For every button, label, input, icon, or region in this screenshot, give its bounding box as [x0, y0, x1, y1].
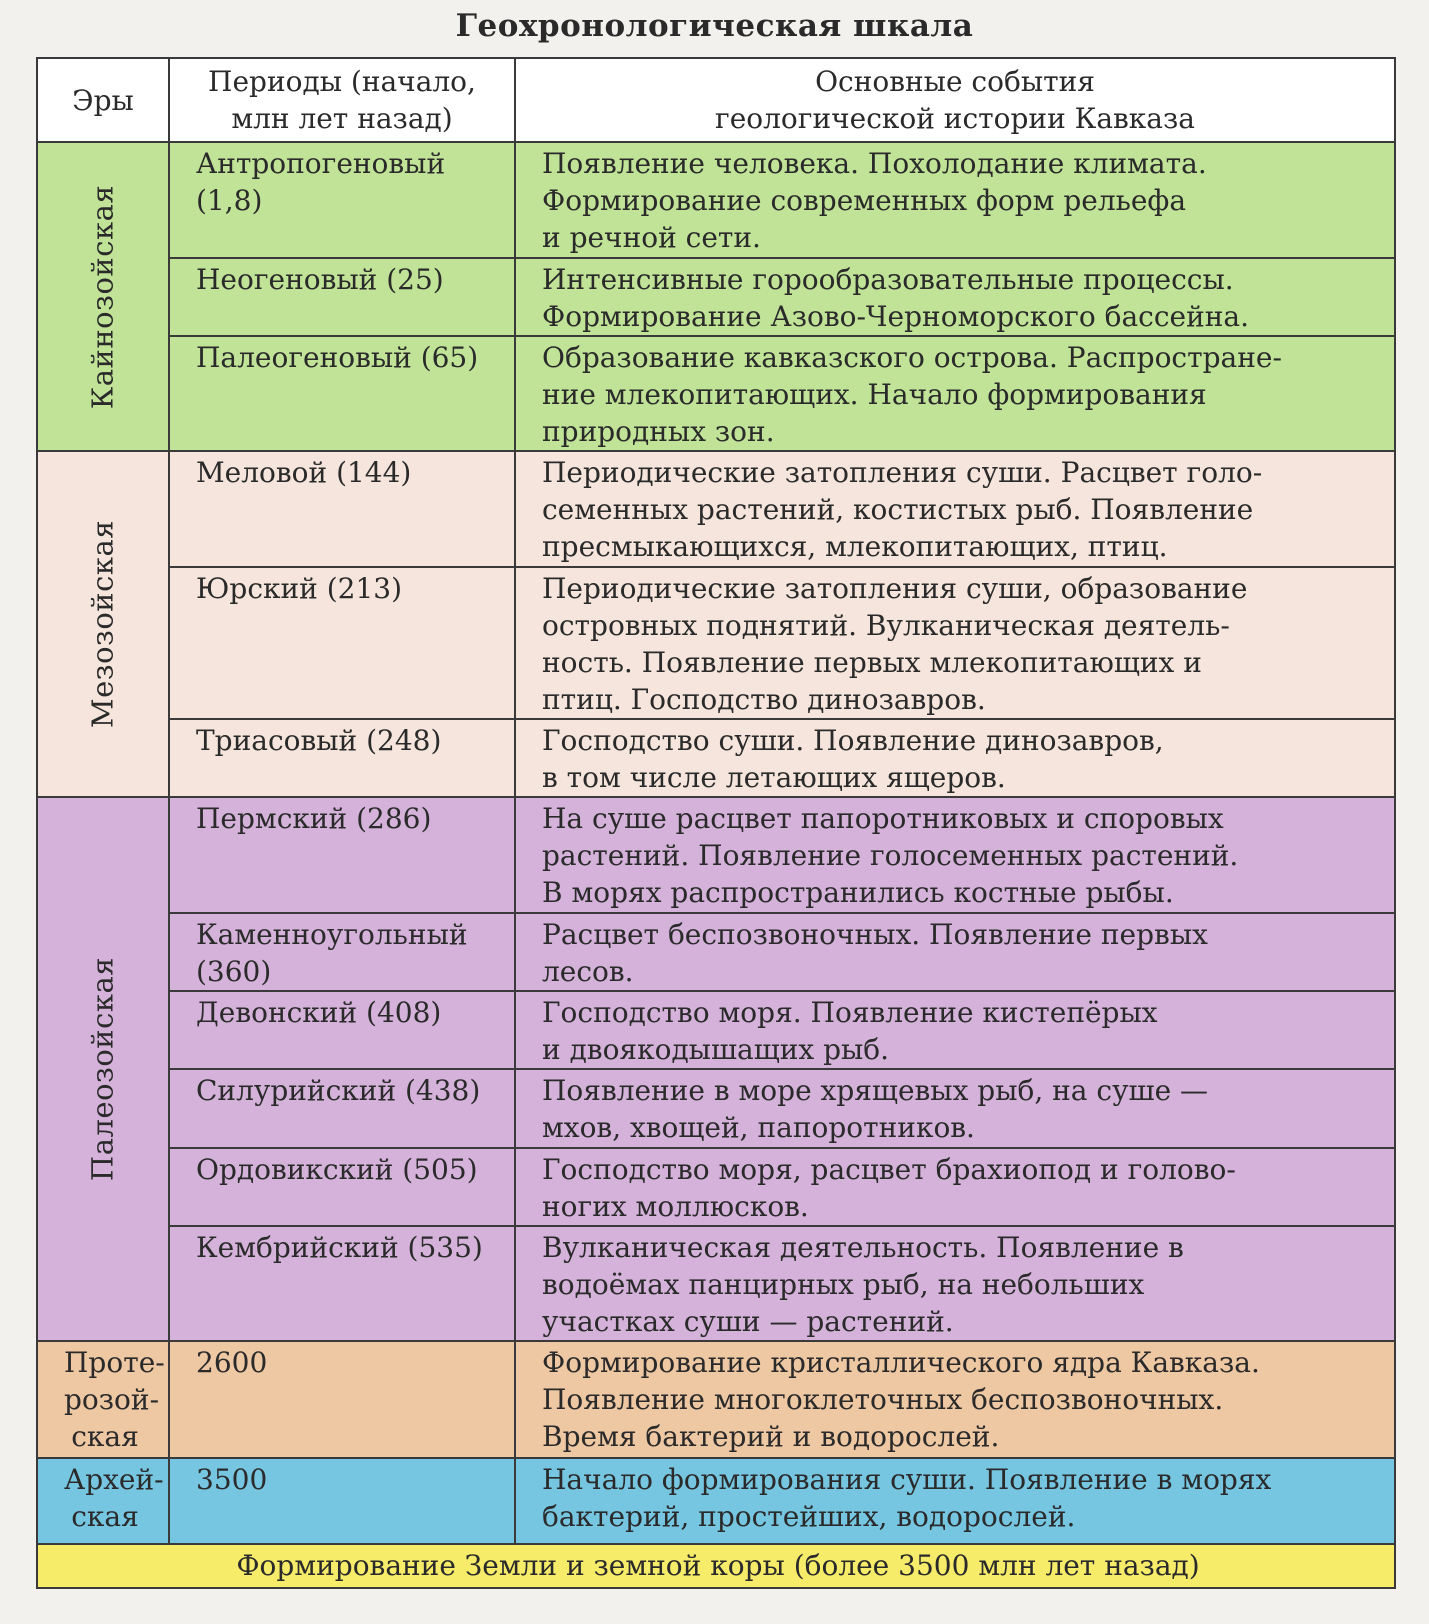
events-line: Появление многоклеточных беспозвоночных. [542, 1383, 1224, 1417]
header-events-line: геологической истории Кавказа [715, 102, 1195, 136]
events-cell [515, 1341, 1395, 1457]
events-line: птиц. Господство динозавров. [542, 682, 986, 716]
events-line: лесов. [542, 954, 634, 988]
events-line: и речной сети. [542, 221, 761, 255]
events-line: Господство моря. Появление кистепёрых [542, 996, 1158, 1029]
events-line: На суше расцвет папоротниковых и споровых [542, 802, 1224, 836]
events-line: Появление в море хрящевых рыб, на суше — [542, 1074, 1209, 1108]
period-name: Каменноугольный [196, 917, 468, 951]
era-cenozoic [37, 142, 169, 451]
events-cell [515, 913, 1395, 991]
table-row [37, 1341, 1395, 1457]
events-line: Формирование кристаллического ядра Кавказа. [542, 1346, 1260, 1380]
period-cell [169, 1458, 515, 1544]
table-row [37, 1148, 1395, 1226]
events-line: В морях распространились костные рыбы. [542, 876, 1174, 910]
header-events [515, 58, 1395, 142]
era-proterozoic [37, 1341, 169, 1457]
events-line: ногих моллюсков. [542, 1189, 809, 1223]
period-cell [169, 336, 515, 451]
period-cell [169, 1341, 515, 1457]
events-cell [515, 142, 1395, 257]
events-line: водоёмах панцирных рыб, на небольших [542, 1267, 1145, 1301]
era-name: розой- [64, 1383, 160, 1417]
period-name: Ордовикский (505) [196, 1152, 478, 1186]
period-name: (360) [196, 954, 272, 988]
events-line: Расцвет беспозвоночных. Появление первых [542, 917, 1208, 951]
table-row [37, 1226, 1395, 1341]
events-line: Господство моря, расцвет брахиопод и голово- [542, 1152, 1236, 1186]
events-line: ность. Появление первых млекопитающих и [542, 645, 1202, 679]
events-line: растений. Появление голосеменных растений. [542, 839, 1239, 873]
events-line: ние млекопитающих. Начало формирования [542, 377, 1207, 411]
period-name: Меловой (144) [196, 456, 412, 490]
table-row [37, 258, 1395, 336]
events-cell [515, 719, 1395, 797]
period-name: 3500 [196, 1462, 268, 1496]
events-line: Формирование современных форм рельефа [542, 184, 1187, 218]
header-row [37, 58, 1395, 142]
events-line: в том числе летающих ящеров. [542, 761, 1006, 795]
table-row [37, 797, 1395, 912]
period-cell [169, 797, 515, 912]
table-row [37, 336, 1395, 451]
table-row [37, 1458, 1395, 1544]
period-name: (1,8) [196, 184, 263, 218]
period-cell [169, 913, 515, 991]
era-name: Мезозойская [85, 520, 120, 729]
events-cell [515, 1069, 1395, 1147]
geochronological-table [36, 57, 1396, 1589]
events-line: мхов, хвощей, папоротников. [542, 1111, 975, 1145]
events-line: бактерий, простейших, водорослей. [542, 1499, 1076, 1533]
header-period-line: млн лет назад) [231, 102, 453, 136]
era-name: ская [71, 1499, 139, 1533]
era-name: Палеозойская [85, 957, 120, 1182]
period-name: Девонский (408) [196, 996, 442, 1029]
table-row [37, 567, 1395, 719]
events-cell [515, 1226, 1395, 1341]
events-line: Господство суши. Появление динозавров, [542, 724, 1164, 758]
page-title: Геохронологическая шкала [455, 8, 974, 44]
period-cell [169, 1069, 515, 1147]
events-line: Время бактерий и водорослей. [542, 1420, 1000, 1454]
era-name: Кайнозойская [85, 184, 120, 409]
events-cell [515, 567, 1395, 719]
table-row [37, 1069, 1395, 1147]
events-cell [515, 1148, 1395, 1226]
period-cell [169, 1226, 515, 1341]
events-line: островных поднятий. Вулканическая деятель- [542, 608, 1230, 642]
period-name: Юрский (213) [196, 571, 403, 605]
events-line: семенных растений, костистых рыб. Появление [542, 493, 1254, 527]
era-name: Проте- [64, 1346, 165, 1380]
period-name: Неогеновый (25) [196, 262, 444, 296]
header-events-line: Основные события [815, 65, 1095, 99]
header-period-line: Периоды (начало, [208, 65, 476, 99]
period-name: 2600 [196, 1346, 268, 1380]
events-line: пресмыкающихся, млекопитающих, птиц. [542, 530, 1168, 564]
events-cell [515, 991, 1395, 1069]
table-row [37, 451, 1395, 566]
events-line: природных зон. [542, 414, 775, 448]
period-name: Триасовый (248) [196, 724, 442, 758]
events-cell [515, 1458, 1395, 1544]
table-row [37, 913, 1395, 991]
period-cell [169, 142, 515, 257]
period-cell [169, 719, 515, 797]
period-cell [169, 258, 515, 336]
era-mesozoic [37, 451, 169, 797]
era-archean [37, 1458, 169, 1544]
events-line: Образование кавказского острова. Распростране- [542, 340, 1282, 374]
header-era: Эры [37, 58, 169, 142]
period-name: Кембрийский (535) [196, 1230, 483, 1264]
events-cell [515, 451, 1395, 566]
events-cell [515, 336, 1395, 451]
period-cell [169, 451, 515, 566]
footer-row [37, 1544, 1395, 1588]
events-cell [515, 797, 1395, 912]
era-name: ская [71, 1420, 139, 1454]
events-line: Появление человека. Похолодание климата. [542, 147, 1207, 181]
events-line: Вулканическая деятельность. Появление в [542, 1230, 1184, 1264]
period-name: Силурийский (438) [196, 1074, 481, 1108]
period-name: Пермский (286) [196, 802, 432, 836]
period-name: Антропогеновый [196, 147, 446, 181]
table-row [37, 991, 1395, 1069]
events-line: Начало формирования суши. Появление в морях [542, 1462, 1272, 1496]
table-row [37, 142, 1395, 257]
events-line: участках суши — растений. [542, 1304, 954, 1338]
events-line: и двоякодышащих рыб. [542, 1033, 890, 1066]
period-cell [169, 1148, 515, 1226]
events-cell [515, 258, 1395, 336]
era-paleozoic [37, 797, 169, 1341]
table-row [37, 719, 1395, 797]
period-name: Палеогеновый (65) [196, 340, 479, 374]
era-name: Архей- [64, 1462, 164, 1496]
header-period [169, 58, 515, 142]
events-line: Формирование Азово-Черноморского бассейна. [542, 299, 1249, 333]
events-line: Периодические затопления суши, образование [542, 571, 1248, 605]
events-line: Периодические затопления суши. Расцвет голо- [542, 456, 1263, 490]
period-cell [169, 567, 515, 719]
events-line: Интенсивные горообразовательные процессы. [542, 262, 1234, 296]
period-cell [169, 991, 515, 1069]
footer-text: Формирование Земли и земной коры (более 3500 млн лет назад) [37, 1544, 1395, 1588]
